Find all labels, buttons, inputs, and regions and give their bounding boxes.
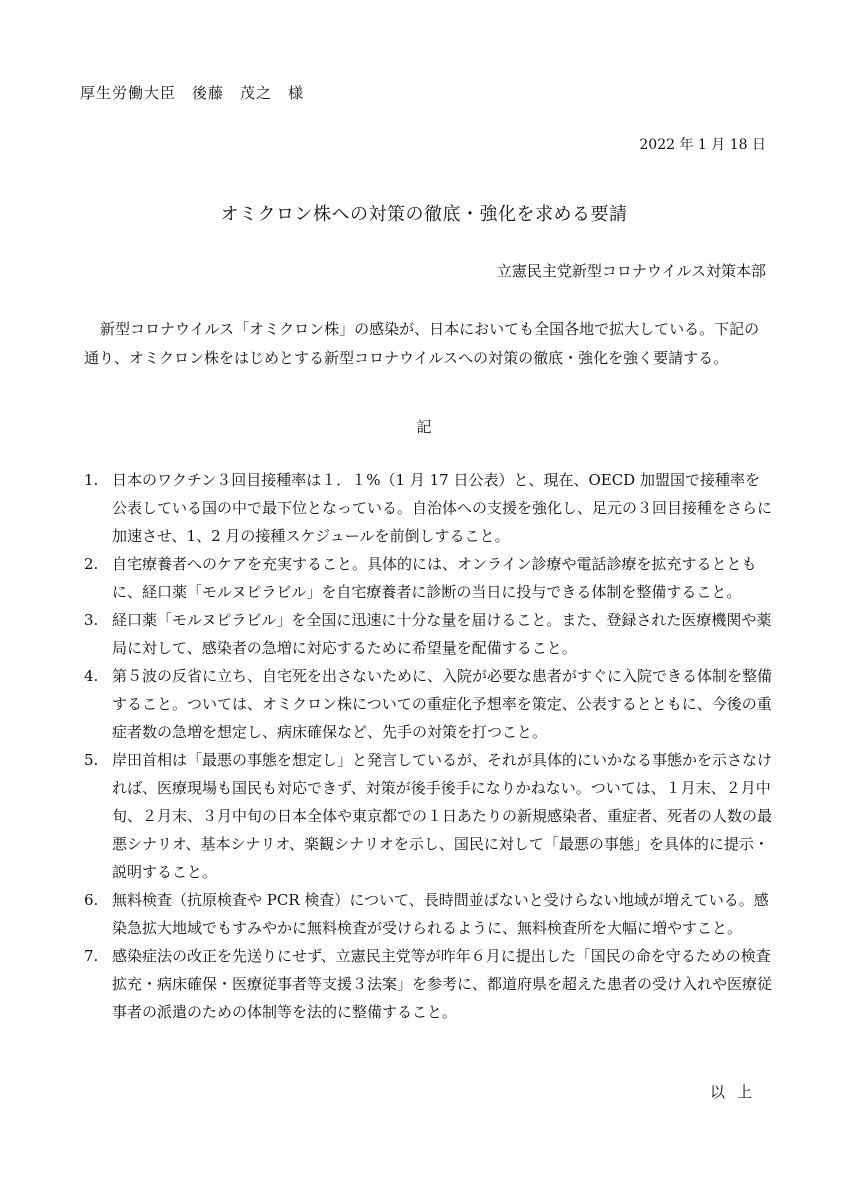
issuing-organization: 立憲民主党新型コロナウイルス対策本部 — [496, 262, 766, 280]
item-number: 2. — [84, 555, 99, 573]
document-title: オミクロン株への対策の徹底・強化を求める要請 — [220, 204, 628, 225]
list-item — [84, 886, 774, 942]
closing-mark: 以上 — [709, 1083, 764, 1101]
document-date: 2022 年 1 月 18 日 — [639, 137, 766, 153]
item-number: 1. — [84, 471, 99, 489]
item-number: 5. — [84, 751, 99, 769]
item-text: 無料検査（抗原検査や PCR 検査）について、長時間並ばないと受けらない地域が増えている。感染急拡大地域でもすみやかに無料検査が受けられるように、無料検査所を大幅に増やすこと。 — [112, 891, 769, 937]
item-text: 第５波の反省に立ち、自宅死を出さないために、入院が必要な患者がすぐに入院できる体制を整備すること。ついては、オミクロン株についての重症化予想率を策定、公表するとともに、今後の重症者数の急増を想定し、病床確保など、先手の対策を打つこと。 — [112, 667, 773, 741]
list-item — [84, 942, 774, 1026]
item-number: 6. — [84, 891, 99, 909]
list-item — [84, 606, 774, 662]
ki-heading: 記 — [416, 418, 432, 436]
item-text: 感染症法の改正を先送りにせず、立憲民主党等が昨年６月に提出した「国民の命を守るための検査拡充・病床確保・医療従事者等支援３法案」を参考に、都道府県を超えた患者の受け入れや医療従事者の派遣のための体制等を法的に整備すること。 — [112, 947, 773, 1021]
list-item — [84, 746, 774, 886]
list-item — [84, 550, 774, 606]
item-text: 日本のワクチン３回目接種率は１．１%（1 月 17 日公表）と、現在、OECD 加盟国で接種率を公表している国の中で最下位となっている。自治体への支援を強化し、足元の３回目接種をさらに加速させ、1、2 月の接種スケジュールを前倒しすること。 — [112, 471, 773, 545]
addressee: 厚生労働大臣 後藤 茂之 様 — [80, 84, 305, 102]
intro-paragraph: 新型コロナウイルス「オミクロン株」の感染が、日本においても全国各地で拡大している。下記の通り、オミクロン株をはじめとする新型コロナウイルスへの対策の徹底・強化を強く要請する。 — [84, 320, 760, 367]
item-text: 岸田首相は「最悪の事態を想定し」と発言しているが、それが具体的にいかなる事態かを示さなければ、医療現場も国民も対応できず、対策が後手後手になりかねない。ついては、１月末、２月中旬、２月末、３月中旬の日本全体や東京都での１日あたりの新規感染者、重症者、死者の人数の最悪シナリオ、基本シナリオ、楽観シナリオを示し、国民に対して「最悪の事態」を具体的に提示・説明すること。 — [112, 751, 773, 881]
item-number: 7. — [84, 947, 99, 965]
item-number: 4. — [84, 667, 99, 685]
item-text: 自宅療養者へのケアを充実すること。具体的には、オンライン診療や電話診療を拡充するとともに、経口薬「モルヌピラビル」を自宅療養者に診断の当日に投与できる体制を整備すること。 — [112, 555, 757, 601]
item-text: 経口薬「モルヌピラビル」を全国に迅速に十分な量を届けること。また、登録された医療機関や薬局に対して、感染者の急増に対応するために希望量を配備すること。 — [112, 611, 772, 657]
list-item — [84, 466, 774, 550]
list-item — [84, 662, 774, 746]
item-number: 3. — [84, 611, 99, 629]
request-list — [84, 466, 774, 1026]
